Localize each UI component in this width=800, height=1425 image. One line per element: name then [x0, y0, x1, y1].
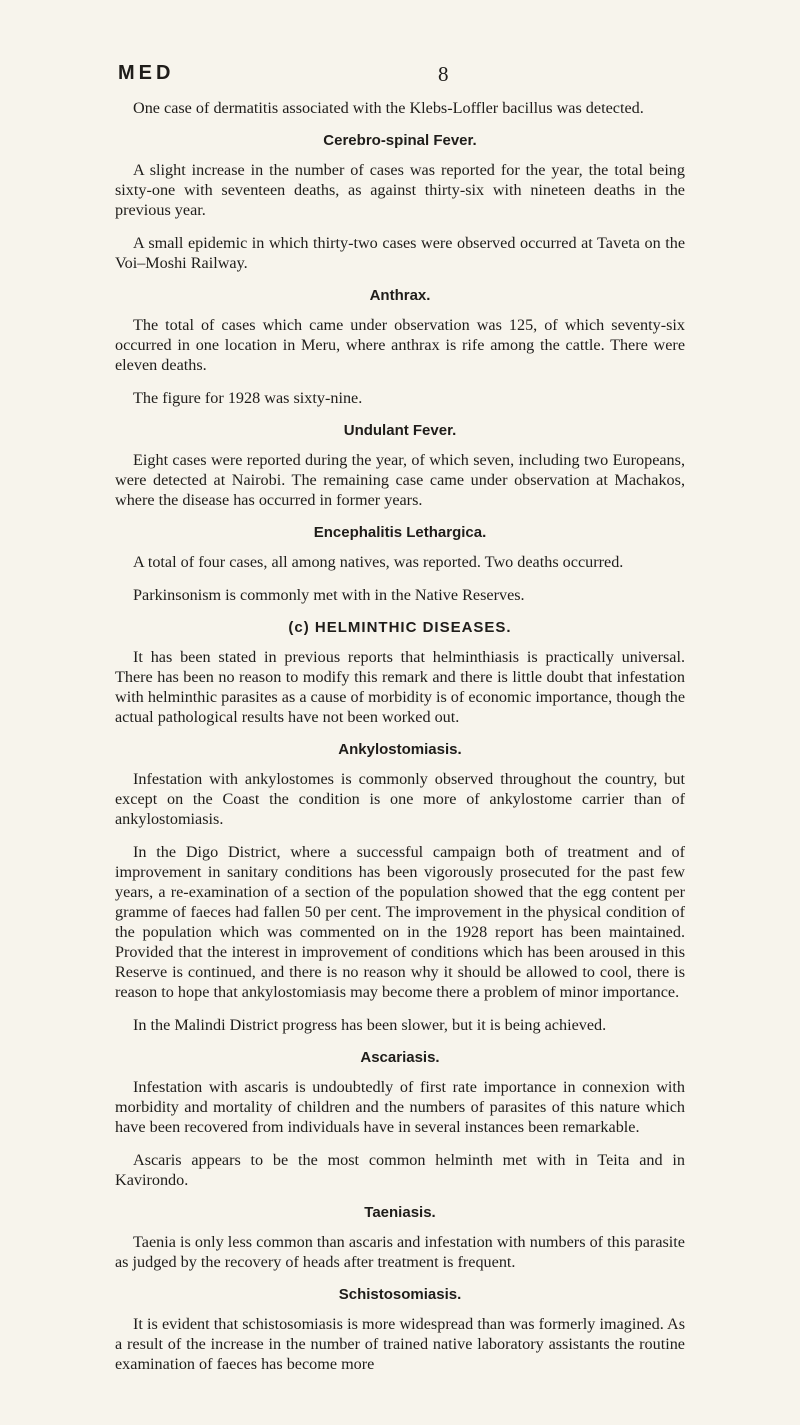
paragraph: Infestation with ascaris is undoubtedly of first rate importance in connexion with morbidity and mortality of children and the numbers of parasites of this nature which have been recovered from individuals have in several instances been remarkable. [115, 1078, 685, 1136]
paragraph: Infestation with ankylostomes is commonly observed throughout the country, but except on the Coast the condition is one more of ankylostome carrier than of ankylostomiasis. [115, 770, 685, 828]
section-heading: Undulant Fever. [343, 422, 457, 439]
paragraph: Eight cases were reported during the year, of which seven, including two Europeans, were detected at Nairobi. The remaining case came under observation at Machakos, where the disease has occurred in former years. [115, 451, 685, 509]
running-head: MED [118, 62, 175, 84]
page-header [118, 62, 688, 94]
paragraph: Ascaris appears to be the most common helminth met with in Teita and in Kavirondo. [115, 1151, 685, 1189]
paragraph: It is evident that schistosomiasis is more widespread than was formerly imagined. As a result of the increase in the number of trained native laboratory assistants the routine examination of faeces has become more [115, 1315, 685, 1373]
body-text [115, 98, 685, 1387]
paragraph: Parkinsonism is commonly met with in the Native Reserves. [133, 586, 525, 604]
paragraph: It has been stated in previous reports that helminthiasis is practically universal. There has been no reason to modify this remark and there is little doubt that infestation with helminthic parasites as a cause of morbidity is of economic importance, though the actual pathological results have not been worked out. [115, 648, 686, 726]
section-heading: Taeniasis. [364, 1204, 436, 1221]
paragraph: The total of cases which came under observation was 125, of which seventy-six occurred in one location in Meru, where anthrax is rife among the cattle. There were eleven deaths. [115, 316, 685, 374]
paragraph: One case of dermatitis associated with the Klebs-Loffler bacillus was detected. [133, 99, 644, 117]
paragraph: In the Digo District, where a successful campaign both of treatment and of improvement in sanitary conditions has been vigorously prosecuted for the past few years, a re-examination of a section of the population showed that the egg content per gramme of faeces had fallen 50 per cent. The improvement in the physical condition of the population which was commented on in the 1928 report has been maintained. Provided that the interest in improvement of conditions which has been aroused in this Reserve is continued, and there is no reason why it should be allowed to cool, there is reason to hope that ankylostomiasis may become there a problem of minor importance. [115, 843, 685, 1001]
paragraph: In the Malindi District progress has been slower, but it is being achieved. [133, 1016, 607, 1034]
paragraph: A small epidemic in which thirty-two cases were observed occurred at Taveta on the Voi–Moshi Railway. [115, 234, 685, 272]
section-heading: Anthrax. [369, 287, 431, 304]
paragraph: A total of four cases, all among natives, was reported. Two deaths occurred. [133, 553, 624, 571]
paragraph: The figure for 1928 was sixty-nine. [133, 389, 363, 407]
section-heading: Cerebro-spinal Fever. [323, 132, 477, 149]
section-heading: Ankylostomiasis. [338, 741, 462, 758]
paragraph: A slight increase in the number of cases was reported for the year, the total being sixty-one with seventeen deaths, as against thirty-six with nineteen deaths in the previous year. [115, 161, 685, 219]
section-heading: Encephalitis Lethargica. [313, 524, 487, 541]
page-number: 8 [438, 62, 449, 86]
paragraph: Taenia is only less common than ascaris and infestation with numbers of this parasite as judged by the recovery of heads after treatment is frequent. [115, 1233, 685, 1271]
section-heading: Schistosomiasis. [338, 1286, 462, 1303]
section-heading: (c) HELMINTHIC DISEASES. [288, 619, 512, 636]
section-heading: Ascariasis. [360, 1049, 440, 1066]
